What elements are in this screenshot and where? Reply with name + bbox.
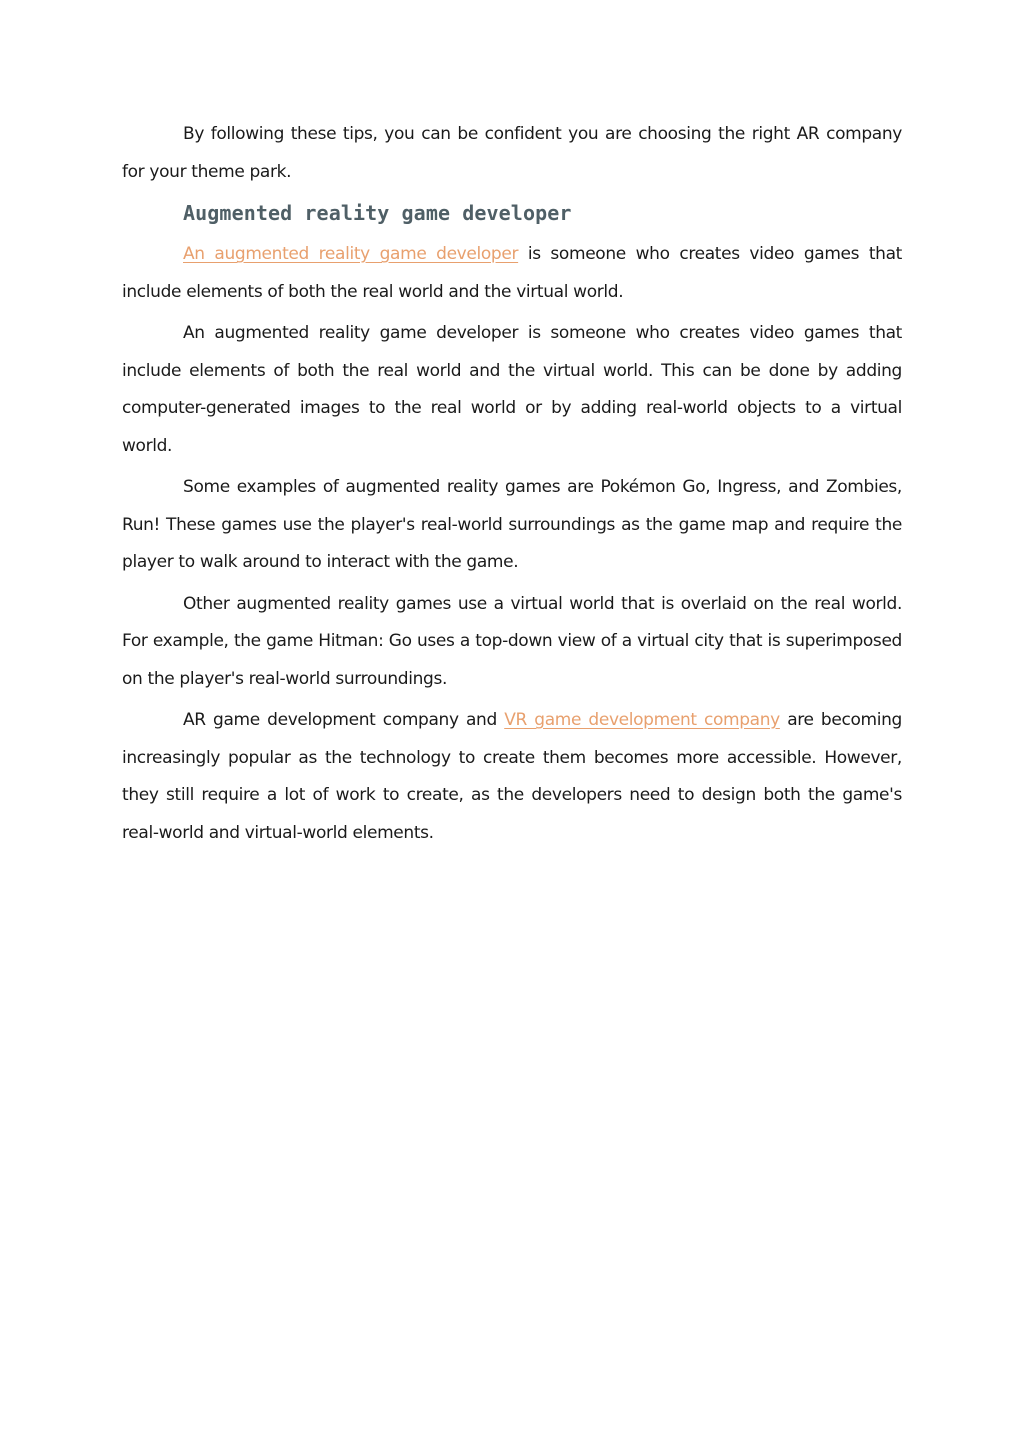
paragraph-intro: By following these tips, you can be confident you are choosing the right AR company for your theme park. <box>122 124 902 182</box>
paragraph-virtual-world: Other augmented reality games use a virtual world that is overlaid on the real world. For example, the game Hitman: Go uses a top-down view of a virtual city that is superimposed on the player's real-world surroundings. <box>122 593 902 689</box>
paragraph-definition <box>122 236 902 311</box>
paragraph-explanation: An augmented reality game developer is someone who creates video games that include elements of both the real world and the virtual world. This can be done by adding computer-generated images to the real world or by adding real-world objects to a virtual world. <box>122 323 902 456</box>
vr-game-development-link[interactable]: VR game development company <box>504 710 780 730</box>
paragraph-popularity-text: are becoming increasingly popular as the technology to create them becomes more accessible. However, they still require a lot of work to create, as the developers need to design both the game's real-world and virtual-world elements. <box>122 710 902 843</box>
paragraph-popularity-start: AR game development company and <box>183 710 505 730</box>
document-body <box>122 116 902 856</box>
ar-game-developer-link[interactable]: An augmented reality game developer <box>183 244 519 264</box>
section-heading: Augmented reality game developer <box>183 201 572 225</box>
paragraph-definition-text: is someone who creates video games that include elements of both the real world and the virtual world. <box>122 244 902 302</box>
paragraph-examples: Some examples of augmented reality games are Pokémon Go, Ingress, and Zombies, Run! These games use the player's real-world surroundings as the game map and require the player to walk around to interact with the game. <box>122 477 902 572</box>
paragraph-popularity <box>122 702 902 852</box>
